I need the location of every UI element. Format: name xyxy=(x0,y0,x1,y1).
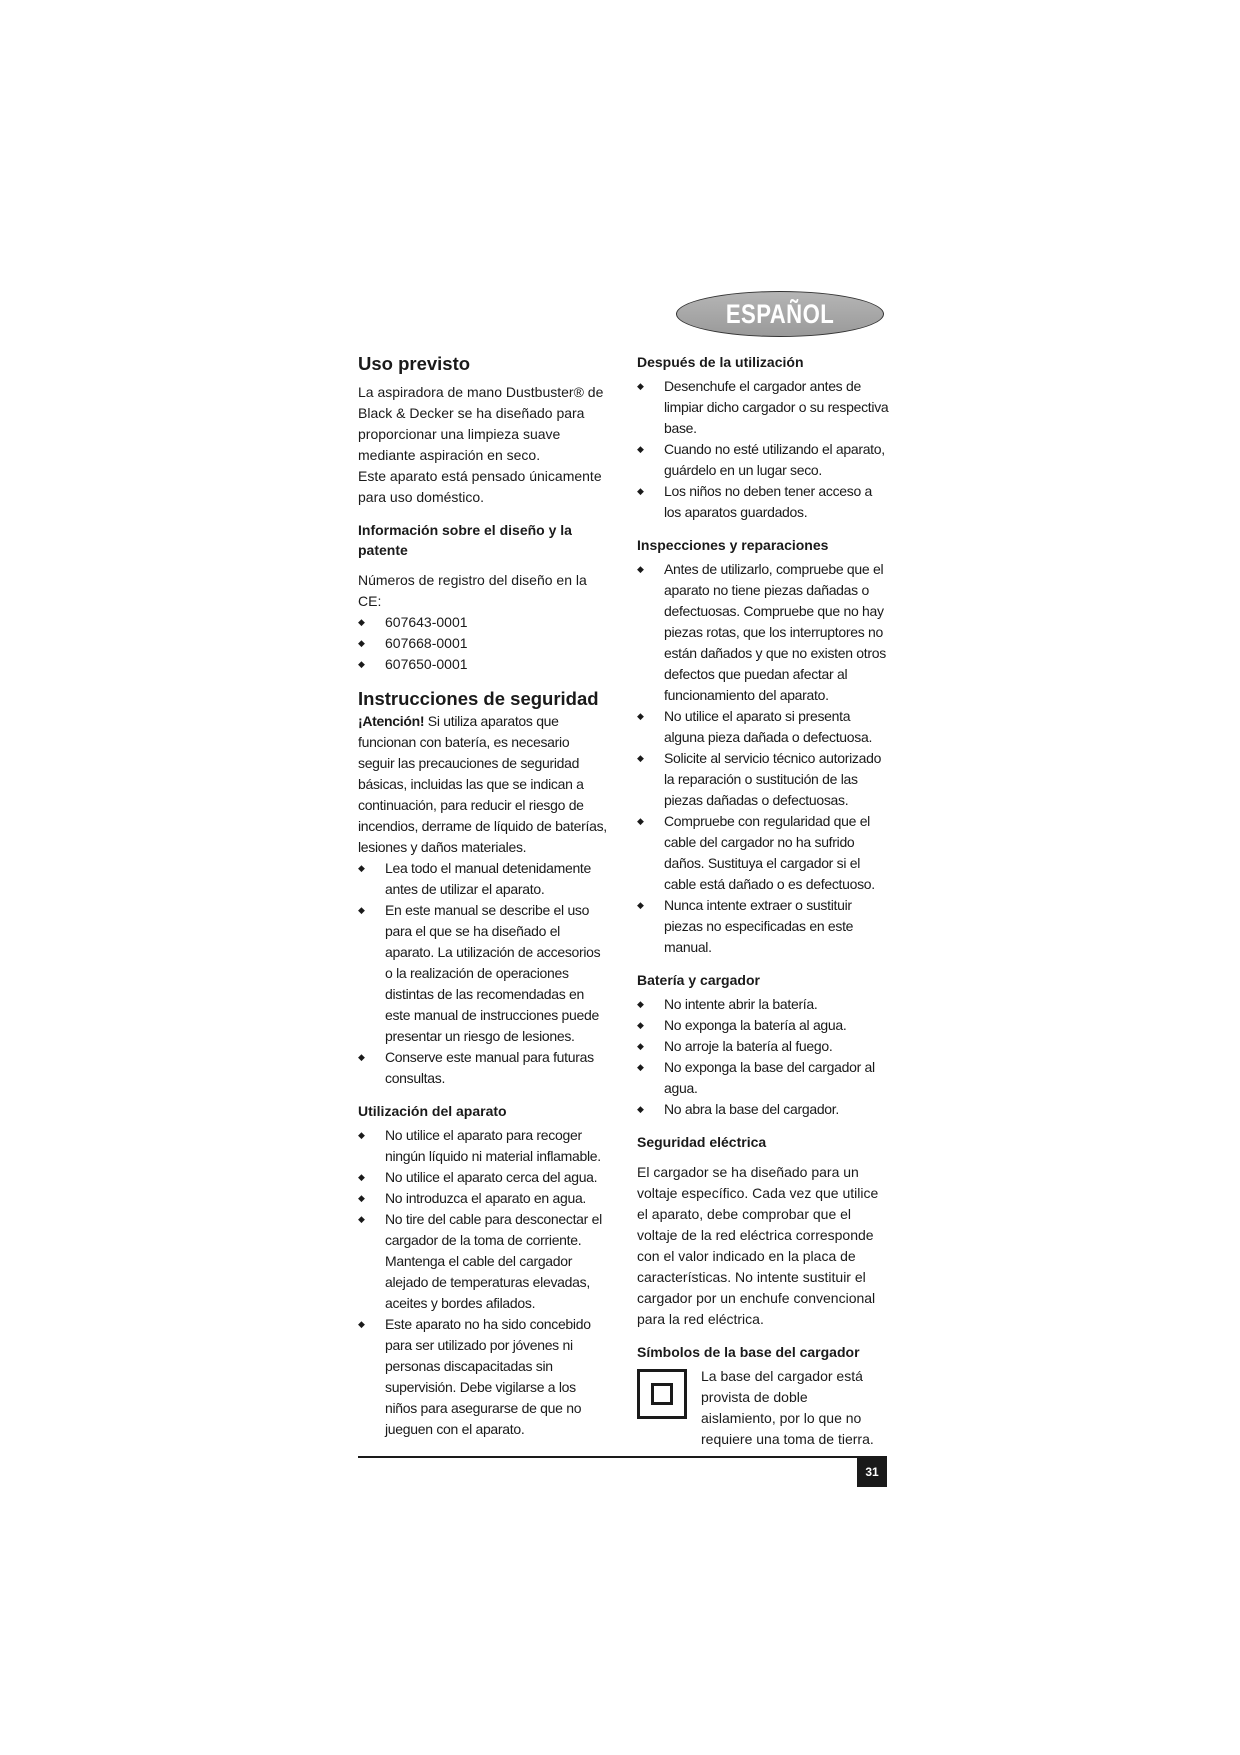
warning-text: Si utiliza aparatos que funcionan con batería, es necesario seguir las precauciones de seguridad básicas, incluidas las que se indican a continuación, para reducir el riesgo de incendios, derrame de líquido de baterías, lesiones y daños materiales. xyxy=(358,713,607,855)
diseno-patente-heading: Información sobre el diseño y la patente xyxy=(358,522,572,558)
list-item: ◆ Compruebe con regularidad que el cable del cargador no ha sufrido daños. Sustituya el cargador si el cable está dañado o es defectuoso. xyxy=(637,811,892,895)
list-item: ◆ No exponga la base del cargador al agua. xyxy=(637,1057,892,1099)
despues-heading: Después de la utilización xyxy=(637,354,804,370)
registration-list xyxy=(358,612,608,675)
simbolos-row xyxy=(637,1366,892,1450)
diseno-patente-intro: Números de registro del diseño en la CE: xyxy=(358,572,587,609)
seguridad-list xyxy=(358,858,608,1089)
list-item: ◆ 607668-0001 xyxy=(358,633,608,654)
list-item: ◆ Conserve este manual para futuras consultas. xyxy=(358,1047,608,1089)
list-item: ◆ Cuando no esté utilizando el aparato, guárdelo en un lugar seco. xyxy=(637,439,892,481)
uso-previsto-text: La aspiradora de mano Dustbuster® de Black & Decker se ha diseñado para proporcionar una limpieza suave mediante aspiración en seco. xyxy=(358,384,604,463)
list-item: ◆ Desenchufe el cargador antes de limpiar dicho cargador o su respectiva base. xyxy=(637,376,892,439)
electrica-heading: Seguridad eléctrica xyxy=(637,1134,767,1150)
list-item: ◆ No introduzca el aparato en agua. xyxy=(358,1188,608,1209)
despues-list xyxy=(637,376,892,523)
bateria-list xyxy=(637,994,892,1120)
right-column xyxy=(637,352,892,1450)
list-item: ◆ No utilice el aparato cerca del agua. xyxy=(358,1167,608,1188)
utilizacion-list xyxy=(358,1125,608,1440)
list-item: ◆ Solicite al servicio técnico autorizado la reparación o sustitución de las piezas dañadas o defectuosas. xyxy=(637,748,892,811)
list-item: ◆ Nunca intente extraer o sustituir piezas no especificadas en este manual. xyxy=(637,895,892,958)
list-item: ◆ No exponga la batería al agua. xyxy=(637,1015,892,1036)
list-item: ◆ Los niños no deben tener acceso a los aparatos guardados. xyxy=(637,481,892,523)
list-item: ◆ 607650-0001 xyxy=(358,654,608,675)
bateria-heading: Batería y cargador xyxy=(637,972,760,988)
list-item: ◆ No utilice el aparato si presenta alguna pieza dañada o defectuosa. xyxy=(637,706,892,748)
list-item: ◆ En este manual se describe el uso para el que se ha diseñado el aparato. La utilización de accesorios o la realización de operaciones distintas de las recomendadas en este manual de instrucciones puede presentar un riesgo de lesiones. xyxy=(358,900,608,1047)
uso-previsto-heading: Uso previsto xyxy=(358,353,471,374)
uso-previsto-text-2: Este aparato está pensado únicamente para uso doméstico. xyxy=(358,468,602,505)
page-number: 31 xyxy=(857,1456,887,1487)
list-item: ◆ No tire del cable para desconectar el cargador de la toma de corriente. Mantenga el cable del cargador alejado de temperaturas elevadas, aceites y bordes afilados. xyxy=(358,1209,608,1314)
simbolos-heading: Símbolos de la base del cargador xyxy=(637,1344,860,1360)
list-item: ◆ No arroje la batería al fuego. xyxy=(637,1036,892,1057)
seguridad-warning xyxy=(358,711,608,858)
warning-label: ¡Atención! xyxy=(358,713,425,729)
simbolos-text: La base del cargador está provista de doble aislamiento, por lo que no requiere una toma de tierra. xyxy=(701,1368,874,1447)
list-item: ◆ No abra la base del cargador. xyxy=(637,1099,892,1120)
language-badge-label: ESPAÑOL xyxy=(725,298,835,329)
list-item: ◆ Este aparato no ha sido concebido para ser utilizado por jóvenes ni personas discapacitadas sin supervisión. Debe vigilarse a los niños para asegurarse de que no jueguen con el aparato. xyxy=(358,1314,608,1440)
inspecciones-heading: Inspecciones y reparaciones xyxy=(637,537,829,553)
list-item: ◆ 607643-0001 xyxy=(358,612,608,633)
list-item: ◆ No utilice el aparato para recoger ningún líquido ni material inflamable. xyxy=(358,1125,608,1167)
left-column xyxy=(358,352,608,1440)
double-insulation-icon xyxy=(637,1369,687,1419)
seguridad-heading: Instrucciones de seguridad xyxy=(358,688,599,709)
electrica-text: El cargador se ha diseñado para un voltaje específico. Cada vez que utilice el aparato, debe comprobar que el voltaje de la red eléctrica corresponde con el valor indicado en la placa de características. No intente sustituir el cargador por un enchufe convencional para la red eléctrica. xyxy=(637,1164,879,1327)
language-badge xyxy=(676,291,884,337)
list-item: ◆ Antes de utilizarlo, compruebe que el aparato no tiene piezas dañadas o defectuosas. Compruebe que no hay piezas rotas, que los interruptores no están dañados y que no existen otros defectos que puedan afectar al funcionamiento del aparato. xyxy=(637,559,892,706)
list-item: ◆ No intente abrir la batería. xyxy=(637,994,892,1015)
inspecciones-list xyxy=(637,559,892,958)
list-item: ◆ Lea todo el manual detenidamente antes de utilizar el aparato. xyxy=(358,858,608,900)
footer-rule xyxy=(358,1456,887,1458)
utilizacion-heading: Utilización del aparato xyxy=(358,1103,507,1119)
